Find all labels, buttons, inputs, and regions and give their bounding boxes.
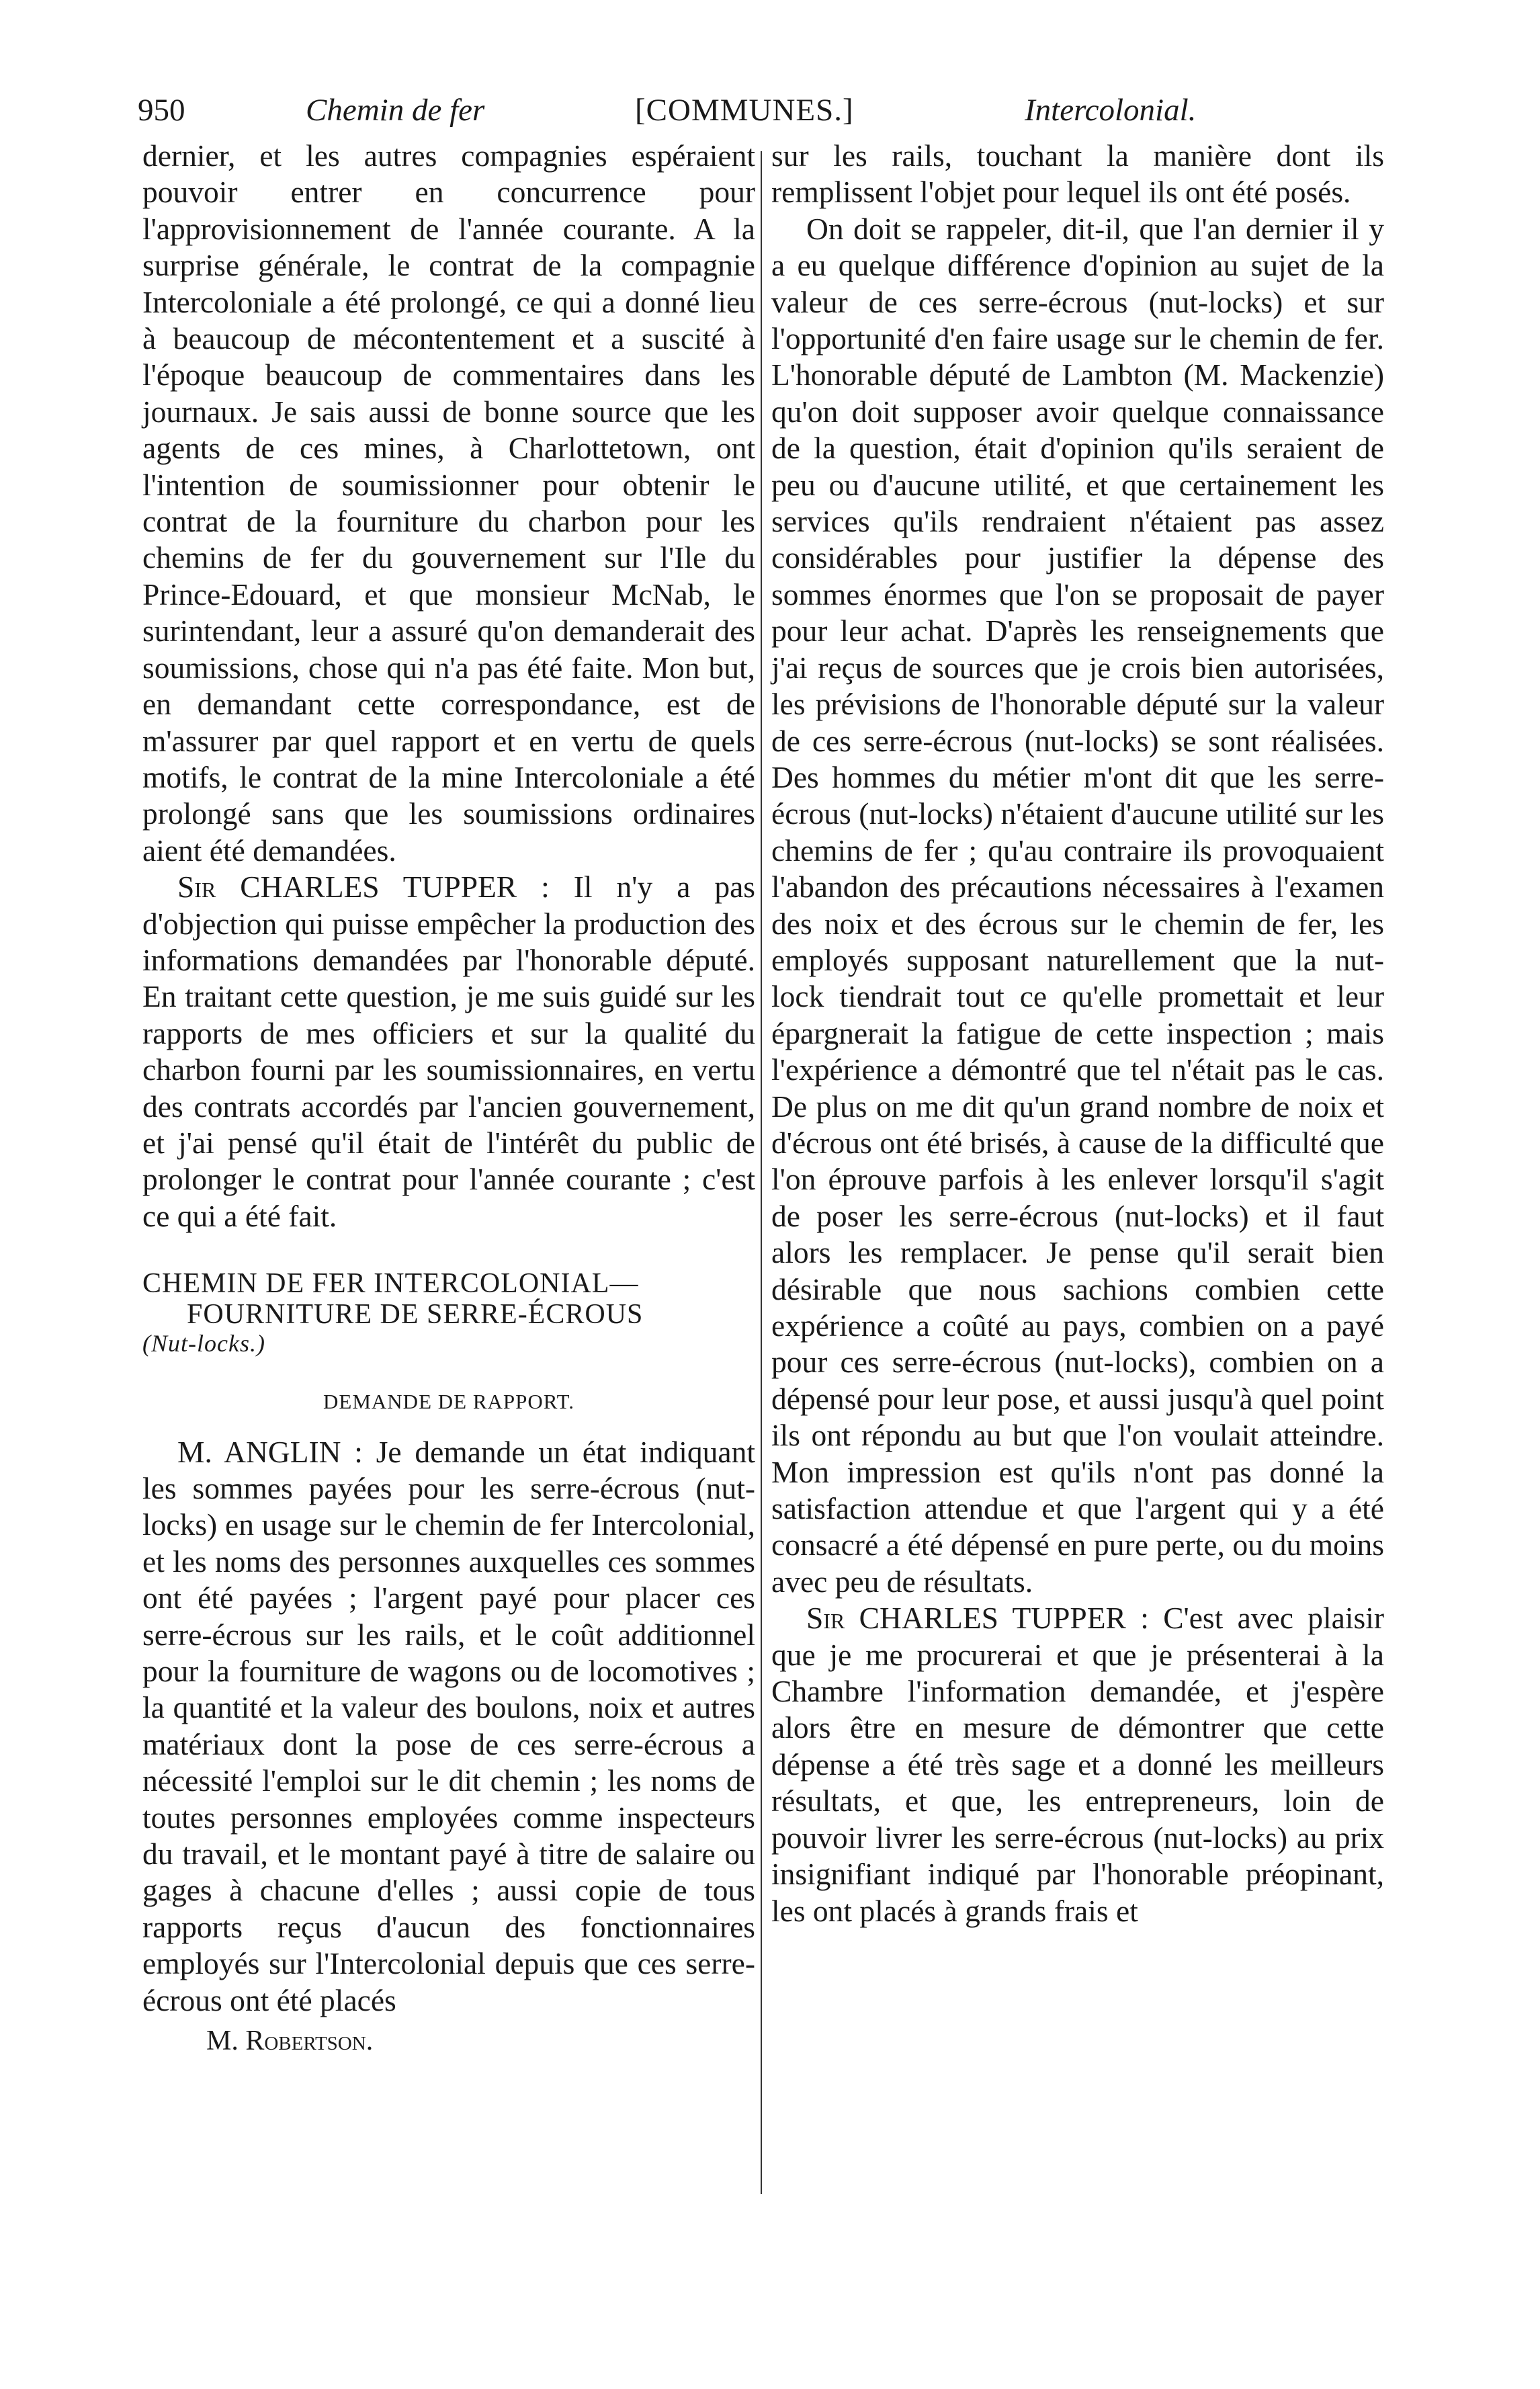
paragraph: sur les rails, touchant la manière dont ils remplissent l'objet pour lequel ils ont été posés. <box>771 138 1384 210</box>
right-column <box>771 138 1384 1929</box>
running-head-left: Chemin de fer <box>306 93 485 128</box>
paragraph <box>771 1600 1384 1929</box>
speaker-name: M. ANGLIN : <box>177 1434 363 1469</box>
page-header <box>138 83 1374 137</box>
running-head-center: [COMMUNES.] <box>635 93 854 128</box>
section-note: (Nut-locks.) <box>142 1330 265 1357</box>
section-title: CHEMIN DE FER INTERCOLONIAL— <box>142 1268 639 1300</box>
section-heading <box>142 1268 755 1357</box>
paragraph <box>142 1434 755 2019</box>
paragraph-text: Il n'y a pas d'objection qui puisse empêcher la production des informations demandées par l'honorable député. En traitant cette question, je me suis guidé sur les rapports de mes officiers et sur la qualité du charbon fourni par les soumissionnaires, en vertu des contrats accordés par l'ancien gouvernement, et j'ai pensé qu'il était de l'intérêt du public de prolonger le contrat pour l'année courante ; c'est ce qui a été fait. <box>142 870 756 1233</box>
speaker-name: Sir CHARLES TUPPER : <box>806 1601 1149 1636</box>
demande-heading: DEMANDE DE RAPPORT. <box>323 1390 574 1414</box>
paragraph: dernier, et les autres compagnies espéraient pouvoir entrer en concurrence pour l'approvisionnement de l'année courante. A la surprise générale, le contrat de la compagnie Intercoloniale a été prolongé, ce qui a donné lieu à beaucoup de mécontentement et a suscité à l'époque beaucoup de commentaires dans les journaux. Je sais aussi de bonne source que les agents de ces mines, à Charlottetown, ont l'intention de soumissionner pour obtenir le contrat de la fourniture du charbon pour les chemins de fer du gouvernement sur l'Ile du Prince-Edouard, et que monsieur McNab, le surintendant, leur a assuré qu'on demanderait des soumissions, chose qui n'a pas été faite. Mon but, en demandant cette correspondance, est de m'assurer par quel rapport et en vertu de quels motifs, le contrat de la mine Intercoloniale a été prolongé sans que les soumissions ordinaires aient été demandées. <box>142 138 755 868</box>
paragraph-text: C'est avec plaisir que je me procurerai et que je présenterai à la Chambre l'information demandée, et j'espère alors être en mesure de démontrer que cette dépense a été très sage et a donné les meilleurs résultats, et que, les entrepreneurs, loin de pouvoir livrer les serre-écrous (nut-locks) au prix insignifiant indiqué par l'honorable préopinant, les ont placés à grands frais et <box>771 1601 1385 1928</box>
signature: M. Robertson. <box>206 2025 374 2057</box>
paragraph <box>142 869 755 1234</box>
paragraph: On doit se rappeler, dit-il, que l'an dernier il y a eu quelque différence d'opinion au sujet de la valeur de ces serre-écrous (nut-locks) et sur l'opportunité d'en faire usage sur le chemin de fer. L'honorable député de Lambton (M. Mackenzie) qu'on doit supposer avoir quelque connaissance de la question, était d'opinion qu'ils seraient de peu ou d'aucune utilité, et que certainement les services qu'ils rendraient n'étaient pas assez considérables pour justifier la dépense des sommes énormes que l'on se proposait de payer pour leur achat. D'après les renseignements que j'ai reçus de sources que je crois bien autorisées, les prévisions de l'honorable député sur la valeur de ces serre-écrous (nut-locks) se sont réalisées. Des hommes du métier m'ont dit que les serre-écrous (nut-locks) n'étaient d'aucune utilité sur les chemins de fer ; qu'au contraire ils provoquaient l'abandon des précautions nécessaires à l'examen des noix et des écrous sur le chemin de fer, les employés supposant naturellement que la nut-lock tiendrait tout ce qu'elle promettait et leur épargnerait la fatigue de cette inspection ; mais l'expérience a démontré que tel n'était pas le cas. De plus on me dit qu'un grand nombre de noix et d'écrous ont été brisés, à cause de la difficulté que l'on éprouve parfois à les enlever lorsqu'il s'agit de poser les serre-écrous (nut-locks) et il faut alors les remplacer. Je pense qu'il serait bien désirable que nous sachions combien cette expérience a coûté au pays, combien on a payé pour ces serre-écrous (nut-locks), combien on a dépensé pour leur pose, et aussi jusqu'à quel point ils ont répondu au but que l'on voulait atteindre. Mon impression est qu'ils n'ont pas donné la satisfaction attendue et que l'argent qui y a été consacré a été dépensé en pure perte, ou du moins avec peu de résultats. <box>771 211 1384 1599</box>
left-column <box>142 138 755 2060</box>
paragraph-text: Je demande un état indiquant les sommes payées pour les serre-écrous (nut-locks) en usage sur le chemin de fer Intercolonial, et les noms des personnes auxquelles ces sommes ont été payées ; l'argent payé pour placer ces serre-écrous sur les rails, et le coût additionnel pour la fourniture de wagons ou de locomotives ; la quantité et la valeur des boulons, noix et autres matériaux dont la pose de ces serre-écrous a nécessité l'emploi sur le dit chemin ; les noms de toutes personnes employées comme inspecteurs du travail, et le montant payé à titre de salaire ou gages à chacune d'elles ; aussi copie de tous rapports reçus d'aucun des fonctionnaires employés sur l'Intercolonial depuis que ces serre-écrous ont été placés <box>142 1434 756 2017</box>
section-subtitle: FOURNITURE DE SERRE-ÉCROUS <box>187 1299 644 1331</box>
page-number: 950 <box>138 93 185 128</box>
speaker-name: Sir CHARLES TUPPER : <box>177 870 550 905</box>
column-divider <box>761 151 762 2194</box>
running-head-right: Intercolonial. <box>1025 93 1197 128</box>
